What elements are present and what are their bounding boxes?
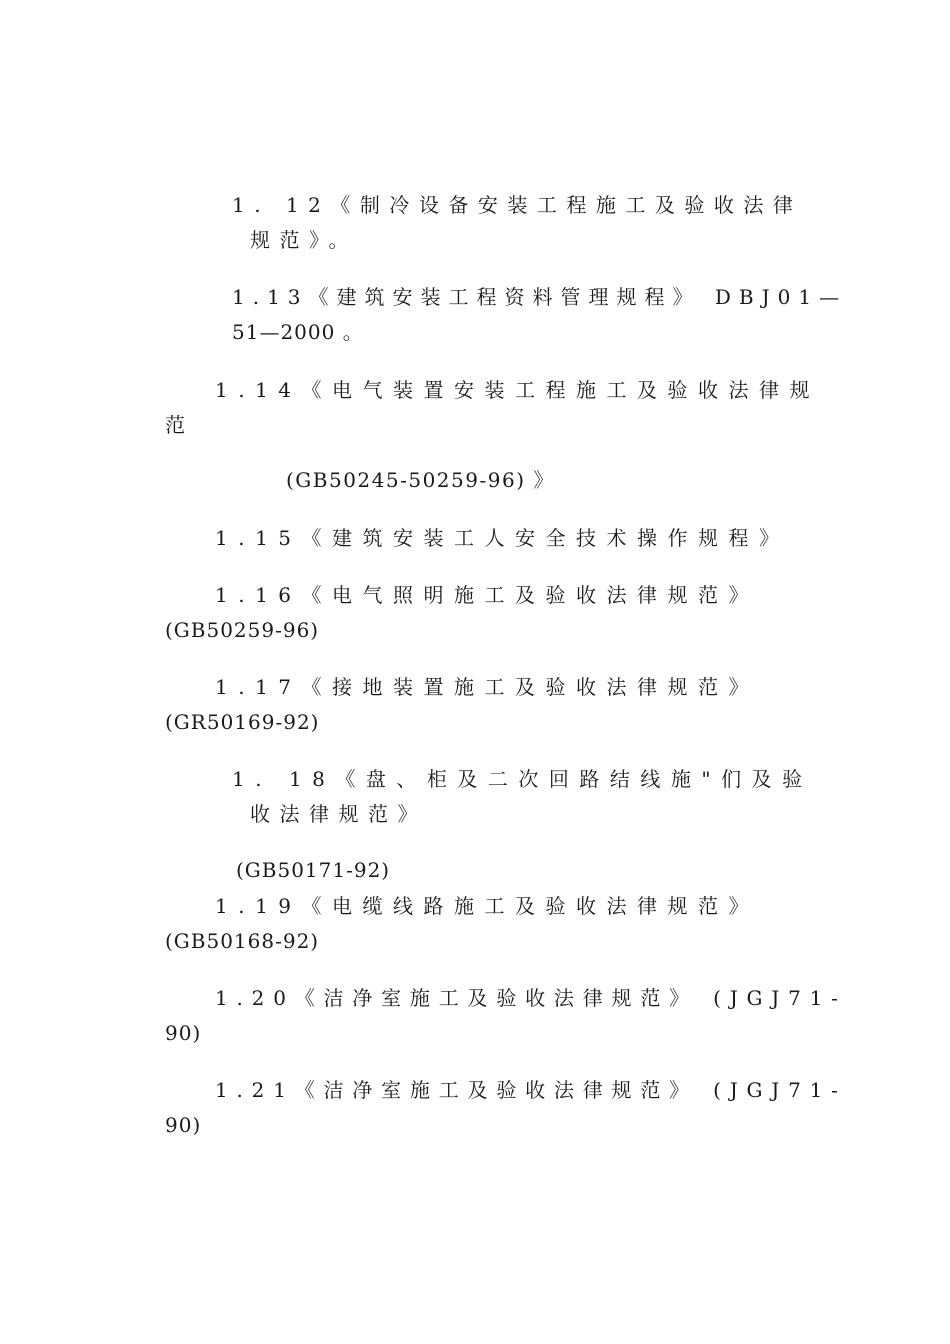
item-1-12-line-1: 1. 12《制冷设备安装工程施工及验收法律 — [232, 193, 803, 217]
item-1-13-line-2: 51—2000 。 — [232, 320, 364, 344]
item-1-16-line-2: (GB50259-96) — [165, 618, 320, 642]
item-1-17-line-2: (GR50169-92) — [165, 710, 320, 734]
item-1-17-line-1: 1.17《接地装置施工及验收法律规范》 — [215, 675, 760, 699]
item-1-14-line-3: (GB50245-50259-96) 》 — [286, 468, 555, 492]
item-1-16-line-1: 1.16《电气照明施工及验收法律规范》 — [215, 583, 760, 607]
item-1-12-line-2: 规范》。 — [250, 228, 358, 252]
item-1-14-line-2: 范 — [165, 413, 195, 437]
item-1-21-line-2: 90) — [165, 1113, 202, 1137]
item-1-20-line-1: 1.20《洁净室施工及验收法律规范》 (JGJ71- — [215, 986, 847, 1010]
item-1-19-line-2: (GB50168-92) — [165, 929, 320, 953]
item-1-14-line-1: 1.14《电气装置安装工程施工及验收法律规 — [215, 378, 821, 402]
item-1-13-line-1: 1.13《建筑安装工程资料管理规程》 DBJ01— — [232, 285, 848, 309]
item-1-19-line-1: 1.19《电缆线路施工及验收法律规范》 — [215, 894, 760, 918]
item-1-15-line-1: 1.15《建筑安装工人安全技术操作规程》 — [215, 526, 790, 550]
item-1-18-line-2: 收法律规范》 — [250, 802, 427, 826]
item-1-20-line-2: 90) — [165, 1021, 202, 1045]
item-1-18-line-1: 1. 18《盘、柜及二次回路结线施"们及验 — [232, 767, 813, 791]
item-1-21-line-1: 1.21《洁净室施工及验收法律规范》 (JGJ71- — [215, 1078, 847, 1102]
item-1-18-line-3: (GB50171-92) — [236, 858, 391, 882]
